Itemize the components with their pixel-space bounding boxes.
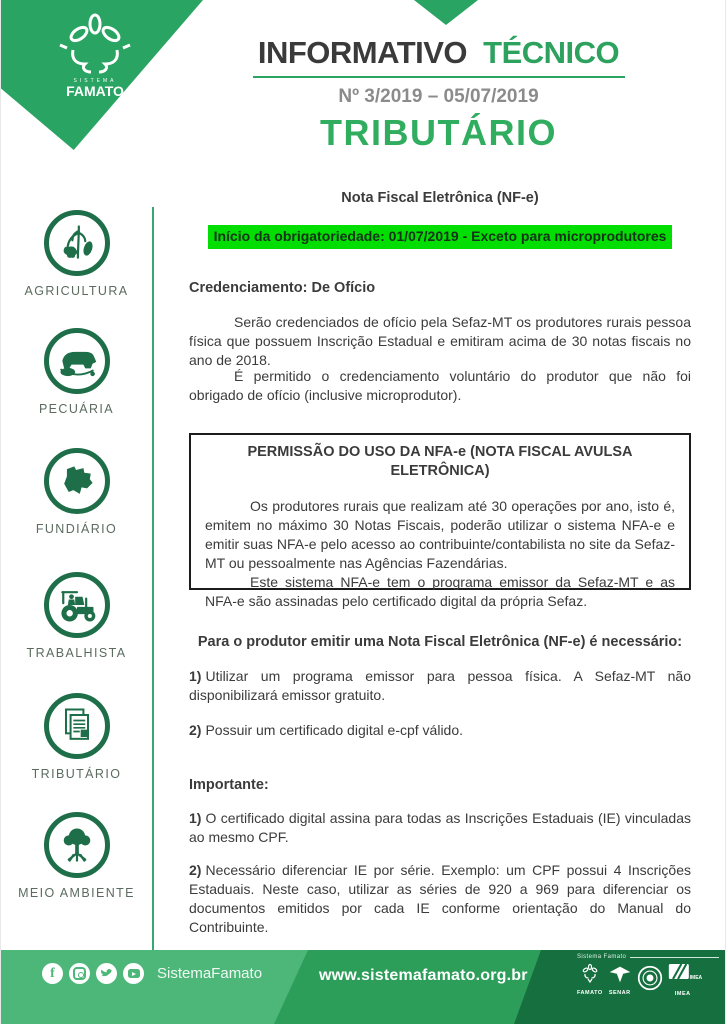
permission-box	[189, 433, 691, 609]
famato-mini-icon	[579, 964, 601, 984]
highlight-row	[189, 225, 691, 249]
paragraph: Este sistema NFA-e tem o programa emissor da Sefaz-MT e as NFA-e são assinadas pelo certificado digital da própria Sefaz.	[205, 574, 675, 609]
svg-text:IMEA: IMEA	[689, 975, 702, 981]
item-text: O certificado digital assina para todas as Inscrições Estaduais (IE) vinculadas ao mesmo CPF.	[189, 810, 691, 845]
item-number: 1)	[189, 668, 202, 684]
sidebar-label: TRIBUTÁRIO	[31, 767, 122, 781]
famato-partner-logo: FAMATO	[577, 964, 603, 996]
logo-sistema-text: SISTEMA	[73, 78, 117, 84]
meio-ambiente-circle	[44, 812, 110, 878]
subject-title: Nota Fiscal Eletrônica (NF-e)	[341, 190, 539, 206]
sidebar-item-fundiario	[1, 448, 152, 536]
item-number: 1)	[189, 810, 202, 826]
partner-logos	[577, 954, 719, 997]
senar-partner-logo: SENAR	[608, 965, 632, 996]
item-text: Possuir um certificado digital e-cpf válido.	[205, 722, 464, 738]
facebook-icon[interactable]: f	[42, 963, 63, 984]
page-title	[151, 36, 726, 70]
item-text: Utilizar um programa emissor para pessoa física. A Sefaz-MT não disponibilizará emissor gratuito.	[189, 668, 691, 703]
tributario-circle	[44, 693, 110, 759]
title-tecnico: TÉCNICO	[483, 35, 620, 70]
requirement-item	[189, 721, 691, 740]
website-url[interactable]: www.sistemafamato.org.br	[319, 967, 528, 984]
important-item	[189, 861, 691, 937]
informativo-tecnico-page	[1, 0, 725, 1024]
pecuaria-circle	[44, 328, 110, 394]
section-title-credenciamento: Credenciamento: De Ofício	[189, 280, 376, 296]
partners-header-rule	[630, 957, 719, 958]
header	[151, 36, 726, 154]
senar-mini-icon	[608, 965, 632, 984]
sidebar-label: AGRICULTURA	[24, 284, 129, 298]
paragraph: Serão credenciados de ofício pela Sefaz-MT os produtores rurais pessoa física que possuem Inscrição Estadual e emitiram acima de 30 notas fiscais no ano de 2018.	[189, 314, 691, 368]
trabalhista-circle	[44, 572, 110, 638]
sidebar-divider	[152, 207, 154, 950]
tractor-icon	[55, 583, 99, 627]
fundiario-circle	[44, 448, 110, 514]
social-row	[42, 963, 262, 984]
famato-logo-icon	[35, 12, 155, 107]
crops-icon	[55, 221, 99, 265]
imea-mini-icon	[668, 963, 702, 985]
highlighted-deadline: Início da obrigatoriedade: 01/07/2019 - Exceto para microprodutores	[208, 225, 673, 249]
imea-partner-logo: IMEA IMEA	[668, 963, 698, 997]
cattle-icon	[55, 339, 99, 383]
item-number: 2)	[189, 862, 202, 878]
paragraph: É permitido o credenciamento voluntário do produtor que não foi obrigado de ofício (inclusive microprodutor).	[189, 368, 691, 403]
social-handle[interactable]: SistemaFamato	[157, 965, 263, 982]
title-informativo: INFORMATIVO	[257, 35, 468, 70]
state-map-icon	[55, 459, 99, 503]
tree-icon	[55, 823, 99, 867]
logo-famato-text: FAMATO	[66, 83, 124, 99]
sidebar-item-meio-ambiente	[1, 812, 152, 900]
footer	[1, 950, 725, 1024]
item-text: Necessário diferenciar IE por série. Exemplo: um CPF possui 4 Inscrições Estaduais. Neste caso, utilizar as séries de 920 a 969 para diferenciar os documentos emitidos por cada IE conforme orientação do Manual do Contribuinte.	[189, 862, 691, 935]
category-title: TRIBUTÁRIO	[320, 112, 557, 154]
sidebar-label: MEIO AMBIENTE	[18, 886, 135, 900]
item-number: 2)	[189, 722, 202, 738]
top-triangle-decoration	[414, 0, 478, 25]
important-item	[189, 809, 691, 847]
agricultura-circle	[44, 210, 110, 276]
important-title: Importante:	[189, 777, 269, 793]
twitter-icon[interactable]	[96, 963, 117, 984]
title-underline	[253, 76, 625, 78]
permission-box-title: PERMISSÃO DO USO DA NFA-e (NOTA FISCAL AVULSA ELETRÔNICA)	[247, 444, 633, 479]
paragraph: Os produtores rurais que realizam até 30 operações por ano, isto é, emitem no máximo 30 Notas Fiscais, poderão utilizar o sistema NFA-e e emitir suas NFA-e pelo acesso ao contribuinte/contabilista no site da Sefaz-MT ou pessoalmente nas Agências Fazendárias.	[205, 498, 675, 571]
requirement-item	[189, 667, 691, 705]
sidebar-item-tributario	[1, 693, 152, 781]
seal-mini-icon	[637, 965, 663, 991]
instagram-icon[interactable]	[69, 963, 90, 984]
sidebar-label: FUNDIÁRIO	[35, 522, 118, 536]
issue-number-date: Nº 3/2019 – 05/07/2019	[338, 86, 539, 108]
sidebar-item-agricultura	[1, 210, 152, 298]
documents-icon	[55, 704, 99, 748]
requirements-title: Para o produtor emitir uma Nota Fiscal Eletrônica (NF-e) é necessário:	[197, 634, 683, 650]
partners-header-label: Sistema Famato	[577, 954, 627, 960]
youtube-icon[interactable]	[123, 963, 144, 984]
sidebar-label: PECUÁRIA	[38, 402, 115, 416]
sidebar-label: TRABALHISTA	[26, 646, 127, 660]
sidebar-item-trabalhista	[1, 572, 152, 660]
sidebar-item-pecuaria	[1, 328, 152, 416]
seal-partner-logo	[637, 965, 663, 996]
